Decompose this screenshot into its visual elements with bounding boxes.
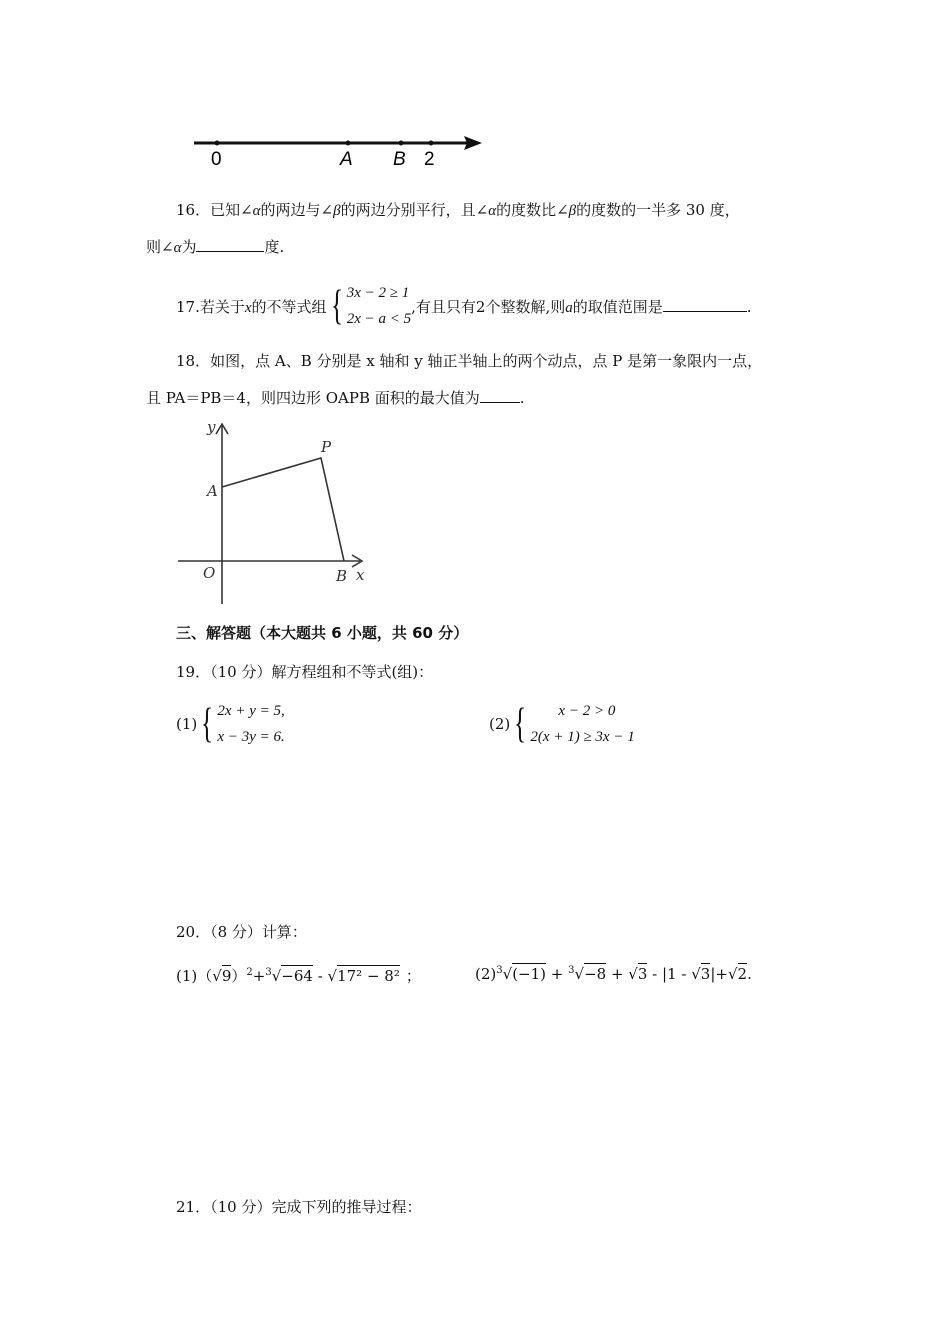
number-line	[180, 128, 500, 178]
y-label: y	[207, 418, 216, 436]
question-19-part1: (1){ 2x + y = 5, x − 3y = 6.	[176, 701, 285, 747]
question-16-line2: 则∠α为 度.	[146, 238, 285, 256]
question-20-head: 20．（8 分）计算：	[176, 923, 307, 941]
question-16-line1: 16．已知∠α的两边与∠β的两边分别平行，且∠α的度数比∠β的度数的一半多 30 度，	[176, 201, 740, 219]
label-a: A	[340, 149, 353, 170]
point-2	[429, 141, 434, 146]
label-0: 0	[211, 149, 222, 170]
label-2: 2	[424, 149, 435, 170]
inequality-system: 3x − 2 ≥ 1 2x − a < 5	[346, 285, 412, 327]
question-21-head: 21．（10 分）完成下列的推导过程：	[176, 1198, 422, 1216]
point-b-label: B	[336, 567, 348, 585]
question-18-line2: 且 PA＝PB＝4，则四边形 OAPB 面积的最大值为 .	[146, 389, 525, 407]
question-19-part2: (2){ x − 2 > 0 2(x + 1) ≥ 3x − 1	[489, 701, 635, 747]
question-17: 17.若关于x的不等式组{ 3x − 2 ≥ 1 2x − a < 5 ,有且只有2个整数解,则a的取值范围是 .	[176, 280, 752, 332]
section-title: 三、解答题（本大题共 6 小题，共 60 分）	[176, 624, 469, 642]
coordinate-figure	[170, 418, 380, 608]
quadrilateral-edges	[222, 458, 344, 561]
point-0	[215, 141, 220, 146]
point-a	[346, 141, 351, 146]
label-b: B	[393, 149, 406, 170]
question-20-part1: $(1)(√9)^2+^3√-64 - √17^2 - 8^2$ ；	[176, 967, 421, 985]
answer-blank[interactable]	[196, 237, 264, 252]
question-18-line1: 18．如图，点 A、B 分别是 x 轴和 y 轴正半轴上的两个动点，点 P 是第一象限内一点，	[176, 352, 763, 370]
point-a-label: A	[207, 482, 218, 500]
point-p-label: P	[321, 438, 332, 456]
question-20-part2: $(2)^3√(-1) + ^3√-8 + √3 - |1 - √3|+√2$.	[475, 965, 752, 983]
answer-blank[interactable]	[480, 388, 520, 403]
point-b	[399, 141, 404, 146]
question-19-head: 19．（10 分）解方程组和不等式(组)：	[176, 663, 434, 681]
x-label: x	[356, 566, 365, 584]
origin-label: O	[203, 564, 216, 582]
answer-blank[interactable]	[663, 297, 747, 312]
